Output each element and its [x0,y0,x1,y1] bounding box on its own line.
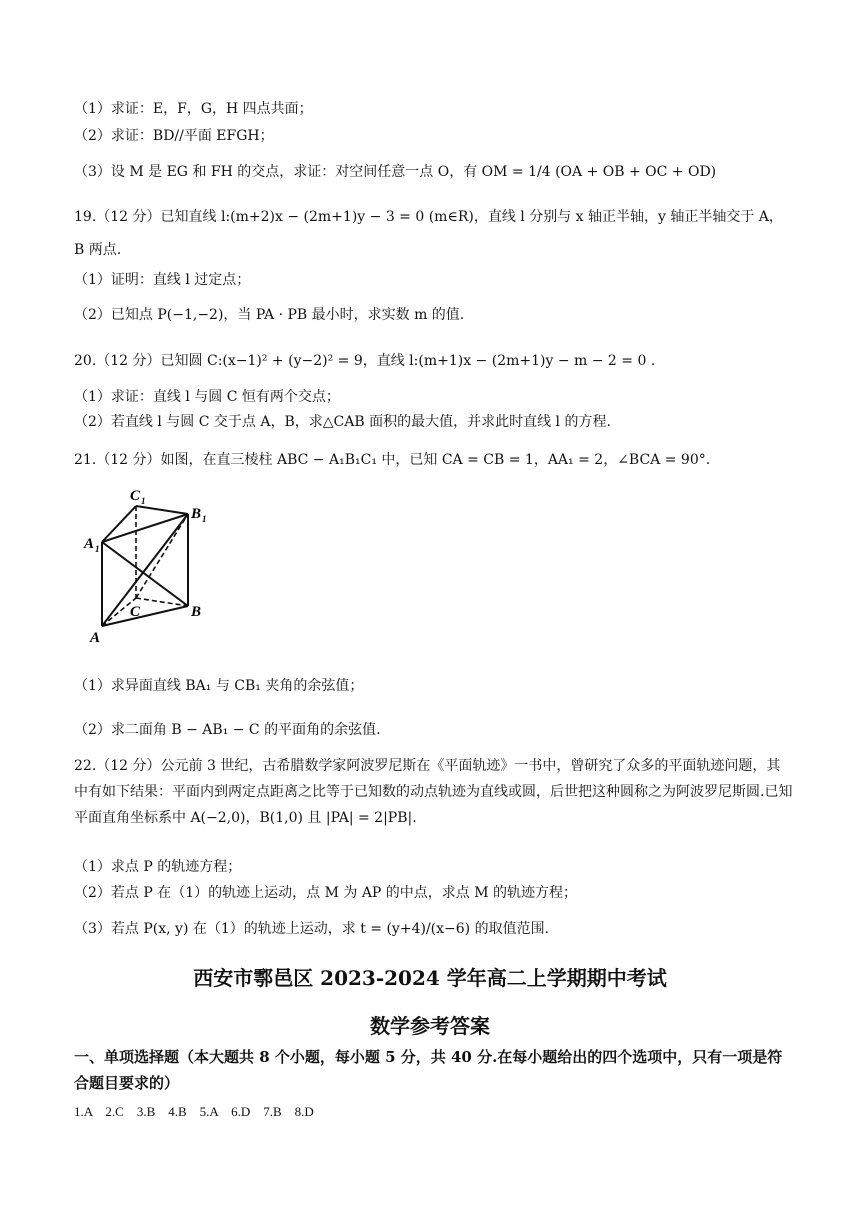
q21-part1: （1）求异面直线 BA₁ 与 CB₁ 夹角的余弦值； [74,678,364,694]
label-c: C [130,604,141,620]
label-a: A [90,630,101,646]
q22-stem: 22.（12 分）公元前 3 世纪，古希腊数学家阿波罗尼斯在《平面轨迹》一书中，曾研究了众多的平面轨迹问题，其中有如下结果：平面内到两定点距离之比等于已知数的动点轨迹为直线或圆，后世把这种圆称之为阿波罗尼斯圆.已知平面直角坐标系中 A(−2,0)，B(1,0) 且 |PA| = 2|PB|. [74,758,793,826]
label-b1-sub: 1 [202,514,207,524]
q19-stem: 19.（12 分）已知直线 l:(m+2)x − (2m+1)y − 3 = 0 (m∈R)，直线 l 分别与 x 轴正半轴，y 轴正半轴交于 A， [74,209,783,225]
answer-title: 西安市鄠邑区 2023-2024 学年高二上学期期中考试 [193,966,667,990]
label-b: B [191,604,202,620]
answer-subtitle: 数学参考答案 [370,1014,490,1038]
q18-part2: （2）求证：BD//平面 EFGH； [74,128,274,144]
q21-part2: （2）求二面角 B − AB₁ − C 的平面角的余弦值. [74,722,381,738]
q20-stem: 20.（12 分）已知圆 C:(x−1)² + (y−2)² = 9，直线 l:(m+1)x − (2m+1)y − m − 2 = 0 . [74,353,656,369]
answer-list: 1.A 2.C 3.B 4.B 5.A 6.D 7.B 8.D [74,1104,314,1119]
label-a1: A [84,536,95,552]
q22-part1: （1）求点 P 的轨迹方程； [74,859,242,875]
q18-part1: （1）求证：E，F，G，H 四点共面； [74,101,313,117]
label-b1: B [191,506,202,522]
section-heading: 一、单项选择题（本大题共 8 个小题，每小题 5 分，共 40 分.在每小题给出的四个选项中，只有一项是符合题目要求的） [74,1048,783,1092]
q22-part2: （2）若点 P 在（1）的轨迹上运动，点 M 为 AP 的中点，求点 M 的轨迹方程； [74,885,578,901]
q22-part3: （3）若点 P(x, y) 在（1）的轨迹上运动，求 t = (y+4)/(x−6) 的取值范围. [74,921,550,937]
q18-part3: （3）设 M 是 EG 和 FH 的交点，求证：对空间任意一点 O，有 OM = 1/4 (OA + OB + OC + OD) [74,164,717,180]
q21-stem: 21.（12 分）如图，在直三棱柱 ABC − A₁B₁C₁ 中，已知 CA = CB = 1，AA₁ = 2，∠BCA = 90°. [74,452,711,468]
label-c1-sub: 1 [141,496,146,506]
label-a1-sub: 1 [95,544,100,554]
prism-figure [80,486,220,646]
q19-stem-cont: B 两点. [74,242,122,258]
label-c1: C [130,488,141,504]
q19-part1: （1）证明：直线 l 过定点； [74,272,251,288]
q19-part2: （2）已知点 P(−1,−2)，当 PA · PB 最小时，求实数 m 的值. [74,307,465,323]
q20-part1: （1）求证：直线 l 与圆 C 恒有两个交点； [74,389,340,405]
q20-part2: （2）若直线 l 与圆 C 交于点 A，B，求△CAB 面积的最大值，并求此时直线 l 的方程. [74,414,611,430]
